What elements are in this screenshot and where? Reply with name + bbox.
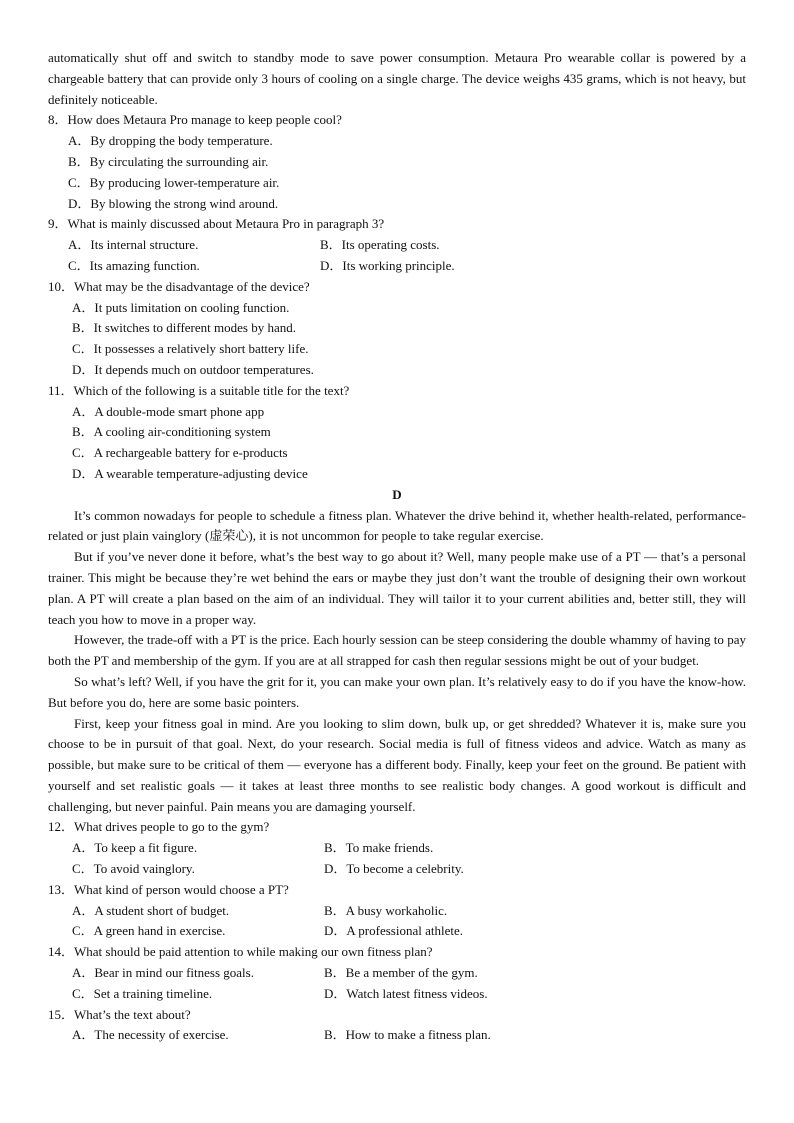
question-12-option-d: D．To become a celebrity. (324, 861, 464, 877)
passage-d-paragraph: First, keep your fitness goal in mind. Are you looking to slim down, bulk up, or get shredded? Whatever it is, make sure you choose to be in pursuit of that goal. Next, do your research. Social media is full of fitness videos and advice. Watch as many as possible, but make sure to be critical of them — everyone has a different body. Finally, keep your feet on the ground. Be patient with yourself and set realistic goals — it takes at least three months to see realistic body changes. A good workout is difficult and challenging, but never painful. Pain means you are damaging yourself. (48, 715, 746, 814)
question-12 (48, 817, 746, 879)
question-13-option-c: C．A green hand in exercise. (72, 923, 226, 939)
question-14 (48, 942, 746, 1004)
question-11-option-d: D．A wearable temperature-adjusting device (72, 465, 308, 481)
question-8-option-a: A．By dropping the body temperature. (68, 133, 273, 149)
question-14-option-d: D．Watch latest fitness videos. (324, 985, 488, 1001)
question-10-stem: 10．What may be the disadvantage of the device? (48, 278, 310, 294)
question-8-option-c: C．By producing lower-temperature air. (68, 174, 280, 190)
question-8-option-b: B．By circulating the surrounding air. (68, 153, 269, 169)
question-14-option-c: C．Set a training timeline. (72, 985, 213, 1001)
question-8-stem: 8．How does Metaura Pro manage to keep people cool? (48, 112, 342, 128)
section-heading-d: D (392, 486, 402, 502)
passage-d-paragraph: It’s common nowadays for people to schedule a fitness plan. Whatever the drive behind it, whether health-related, performance-related or just plain vainglory (虚荣心), it is not uncommon for people to take regular exercise. (48, 507, 746, 544)
question-10-option-c: C．It possesses a relatively short battery life. (72, 341, 309, 357)
question-13-option-b: B．A busy workaholic. (324, 902, 448, 918)
question-14-option-b: B．Be a member of the gym. (324, 965, 478, 981)
question-10-option-b: B．It switches to different modes by hand. (72, 320, 296, 336)
question-9-option-a: A．Its internal structure. (68, 237, 199, 253)
question-8 (48, 110, 746, 214)
question-12-options-row-2 (72, 859, 746, 880)
question-13-option-d: D．A professional athlete. (324, 923, 463, 939)
question-15 (48, 1005, 746, 1047)
question-10 (48, 277, 746, 381)
question-11-option-c: C．A rechargeable battery for e-products (72, 445, 288, 461)
question-11-option-a: A．A double-mode smart phone app (72, 403, 265, 419)
question-15-option-b: B．How to make a fitness plan. (324, 1027, 491, 1043)
question-9-stem: 9．What is mainly discussed about Metaura Pro in paragraph 3? (48, 216, 385, 232)
question-14-stem: 14．What should be paid attention to while making our own fitness plan? (48, 944, 433, 960)
question-15-option-a: A．The necessity of exercise. (72, 1027, 229, 1043)
question-12-option-a: A．To keep a fit figure. (72, 840, 198, 856)
question-12-option-b: B．To make friends. (324, 840, 434, 856)
question-9-options-row-1 (68, 235, 746, 256)
question-13-options-row-2 (72, 921, 746, 942)
passage-d (48, 506, 746, 818)
question-14-options-row-1 (72, 963, 746, 984)
question-9 (48, 214, 746, 276)
passage-d-paragraph: However, the trade-off with a PT is the price. Each hourly session can be steep considering the double whammy of having to pay both the PT and membership of the gym. If you are at all strapped for cash then regular sessions might be out of your budget. (48, 632, 746, 669)
question-9-option-d: D．Its working principle. (320, 257, 455, 273)
question-14-options-row-2 (72, 984, 746, 1005)
question-9-option-b: B．Its operating costs. (320, 237, 440, 253)
question-13-options-row-1 (72, 901, 746, 922)
question-15-options-row-1 (72, 1025, 746, 1046)
passage-d-paragraph: So what’s left? Well, if you have the grit for it, you can make your own plan. It’s relatively easy to do if you have the know-how. But before you do, here are some basic pointers. (48, 673, 746, 710)
question-12-options-row-1 (72, 838, 746, 859)
question-10-option-d: D．It depends much on outdoor temperatures. (72, 361, 314, 377)
question-13 (48, 880, 746, 942)
question-11-stem: 11．Which of the following is a suitable title for the text? (48, 382, 350, 398)
question-10-option-a: A．It puts limitation on cooling function. (72, 299, 290, 315)
question-12-option-c: C．To avoid vainglory. (72, 861, 195, 877)
question-13-option-a: A．A student short of budget. (72, 902, 230, 918)
question-15-stem: 15．What’s the text about? (48, 1006, 191, 1022)
question-11 (48, 381, 746, 485)
question-9-option-c: C．Its amazing function. (68, 257, 200, 273)
passage-c-ending: automatically shut off and switch to standby mode to save power consumption. Metaura Pro wearable collar is powered by a chargeable battery that can provide only 3 hours of cooling on a single charge. The device weighs 435 grams, which is not heavy, but definitely noticeable. (48, 50, 746, 107)
question-11-option-b: B．A cooling air-conditioning system (72, 424, 271, 440)
question-12-stem: 12．What drives people to go to the gym? (48, 819, 270, 835)
exam-page (48, 48, 746, 1046)
passage-d-paragraph: But if you’ve never done it before, what’s the best way to go about it? Well, many people make use of a PT — that’s a personal trainer. This might be because they’re wet behind the ears or maybe they just don’t want the trouble of designing their own workout plan. A PT will create a plan based on the aim of an individual. They will tailor it to your current abilities and, better still, they will teach you how to move in a proper way. (48, 549, 746, 627)
question-9-options-row-2 (68, 256, 746, 277)
question-8-option-d: D．By blowing the strong wind around. (68, 195, 279, 211)
question-13-stem: 13．What kind of person would choose a PT? (48, 881, 289, 897)
question-14-option-a: A．Bear in mind our fitness goals. (72, 965, 254, 981)
